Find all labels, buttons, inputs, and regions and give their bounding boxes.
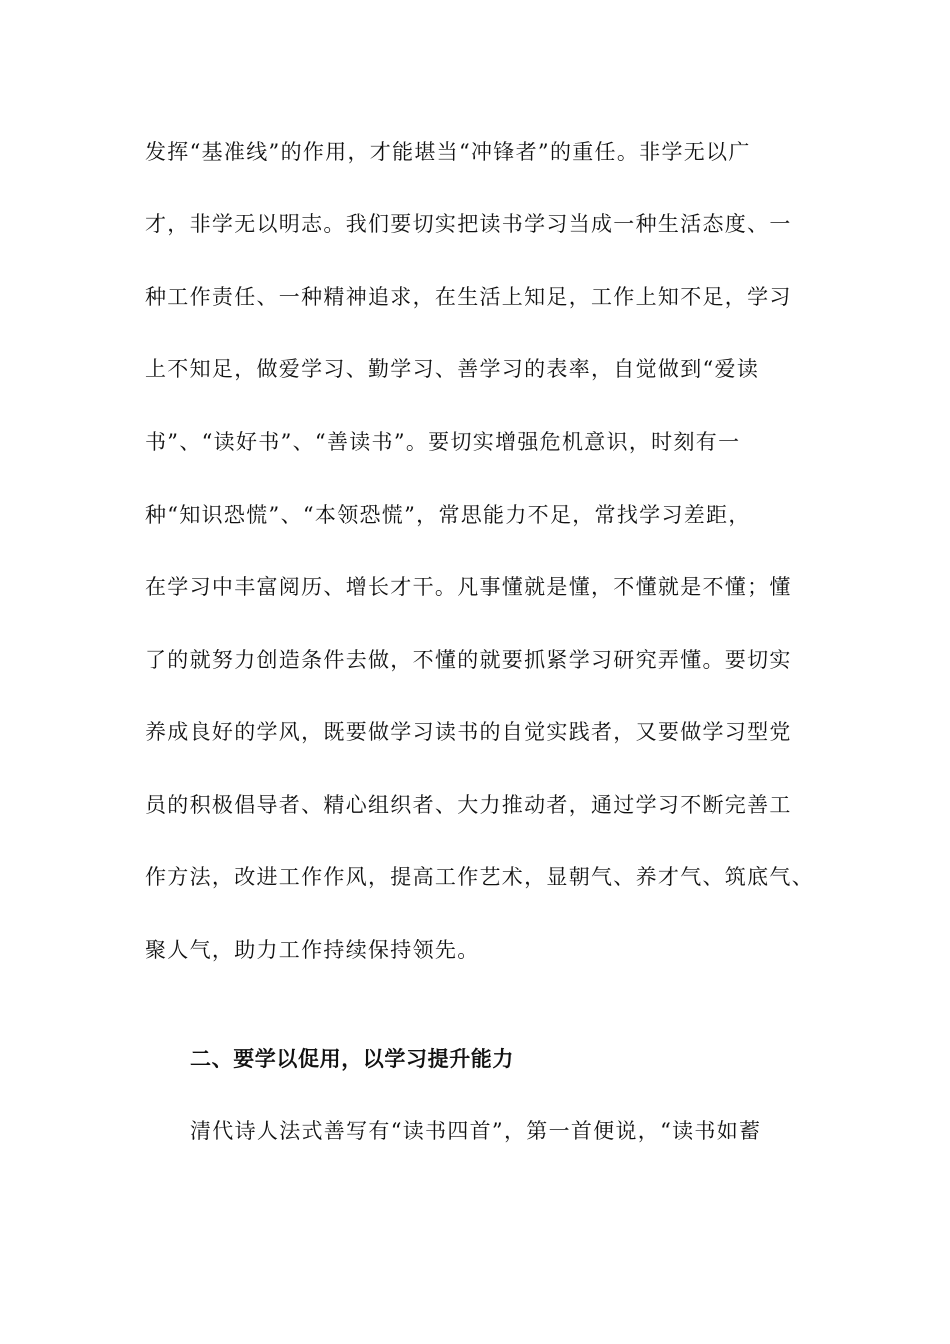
paragraph-line: 书”、“读好书”、“善读书”。要切实增强危机意识，时刻有一 xyxy=(145,430,741,454)
paragraph-line: 清代诗人法式善写有“读书四首”，第一首便说，“读书如蓄 xyxy=(190,1119,762,1143)
paragraph-line: 上不知足，做爱学习、勤学习、善学习的表率，自觉做到“爱读 xyxy=(145,357,760,381)
paragraph-line: 才，非学无以明志。我们要切实把读书学习当成一种生活态度、一 xyxy=(145,212,792,236)
section-heading: 二、要学以促用，以学习提升能力 xyxy=(190,1047,514,1071)
paragraph-line: 员的积极倡导者、精心组织者、大力推动者，通过学习不断完善工 xyxy=(145,793,792,817)
paragraph-line: 在学习中丰富阅历、增长才干。凡事懂就是懂，不懂就是不懂；懂 xyxy=(145,575,792,599)
paragraph-line: 作方法，改进工作作风，提高工作艺术，显朝气、养才气、筑底气、 xyxy=(145,865,814,889)
paragraph-line: 种“知识恐慌”、“本领恐慌”，常思能力不足，常找学习差距， xyxy=(145,503,751,527)
paragraph-line: 发挥“基准线”的作用，才能堪当“冲锋者”的重任。非学无以广 xyxy=(145,140,751,164)
paragraph-line: 养成良好的学风，既要做学习读书的自觉实践者，又要做学习型党 xyxy=(145,720,792,744)
paragraph-line: 了的就努力创造条件去做，不懂的就要抓紧学习研究弄懂。要切实 xyxy=(145,648,792,672)
paragraph-line: 聚人气，助力工作持续保持领先。 xyxy=(145,938,480,962)
paragraph-line: 种工作责任、一种精神追求，在生活上知足，工作上知不足，学习 xyxy=(145,285,792,309)
